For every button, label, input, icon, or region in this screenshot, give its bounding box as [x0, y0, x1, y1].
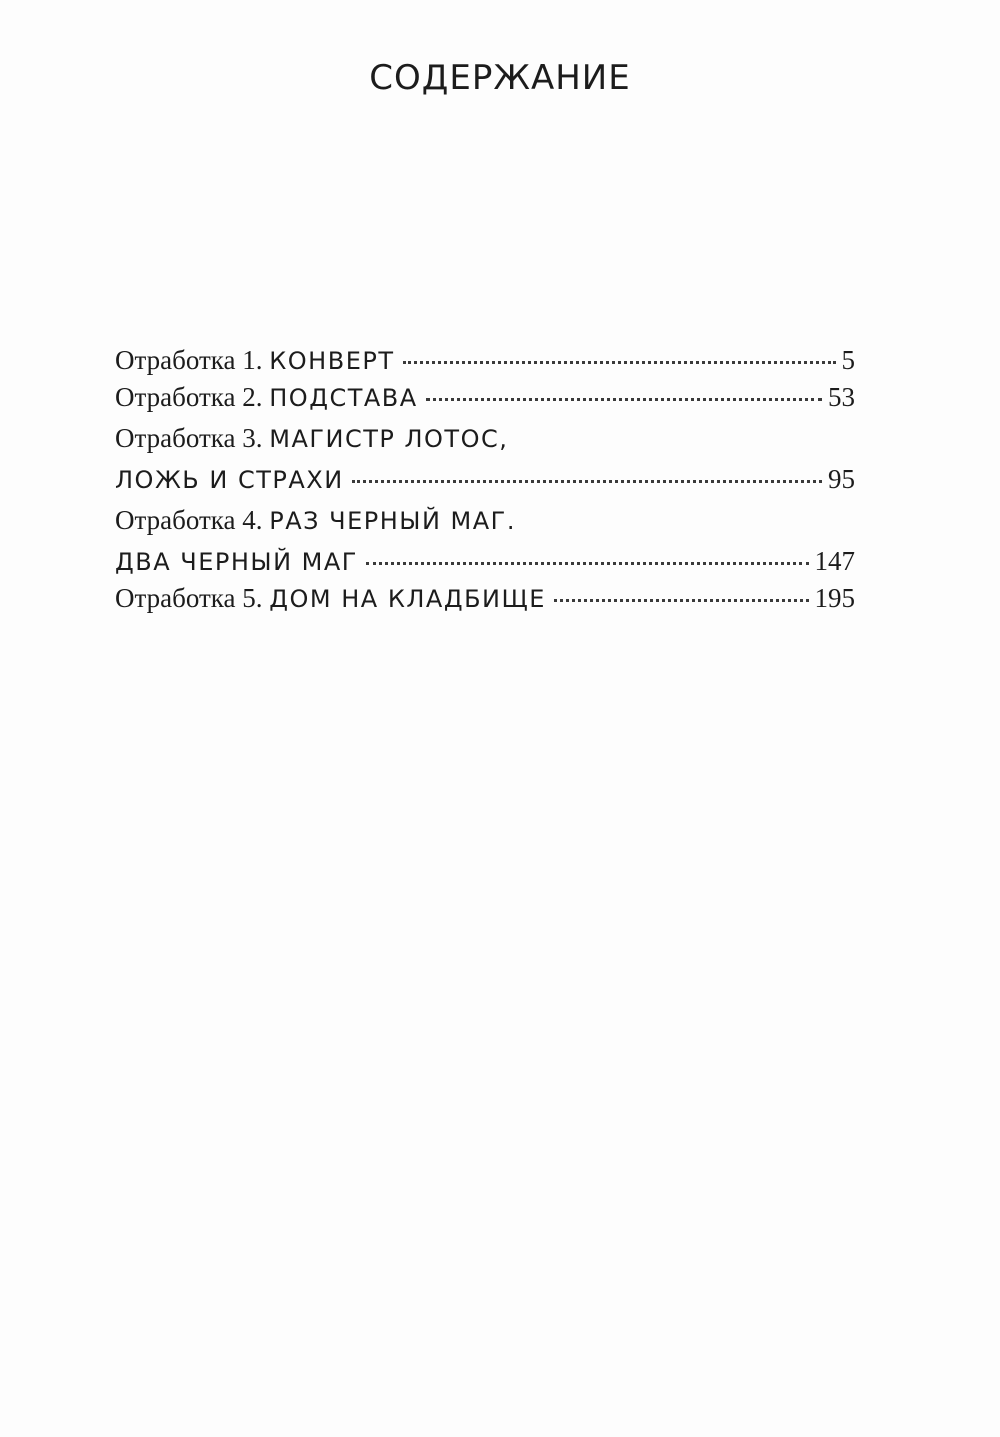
toc-label — [115, 342, 395, 380]
dot-leader — [352, 480, 822, 483]
chapter-prefix: Отработка 5. — [115, 583, 263, 613]
toc-entry-3[interactable] — [115, 416, 855, 498]
toc-line — [115, 580, 855, 617]
toc-line — [115, 342, 855, 379]
chapter-prefix: Отработка 2. — [115, 382, 263, 412]
toc-line — [115, 379, 855, 416]
chapter-prefix: Отработка 1. — [115, 345, 263, 375]
toc-entry-1[interactable] — [115, 342, 855, 379]
chapter-name: ДОМ НА КЛАДБИЩЕ — [269, 585, 546, 613]
toc-line — [115, 416, 855, 461]
page-number: 147 — [814, 546, 855, 576]
dot-leader — [403, 361, 836, 364]
chapter-prefix: Отработка 3. — [115, 423, 263, 453]
table-of-contents — [115, 342, 855, 617]
chapter-name: РАЗ ЧЕРНЫЙ МАГ. — [269, 507, 516, 535]
chapter-name: ПОДСТАВА — [269, 384, 418, 412]
chapter-prefix: Отработка 4. — [115, 505, 263, 535]
toc-label — [115, 580, 546, 618]
dot-leader — [366, 562, 809, 565]
toc-label — [115, 543, 358, 581]
toc-label — [115, 498, 516, 544]
chapter-name: МАГИСТР ЛОТОС, — [269, 425, 509, 453]
page-number: 195 — [814, 583, 855, 613]
toc-label — [115, 416, 508, 462]
chapter-name: КОНВЕРТ — [269, 347, 395, 375]
toc-entry-2[interactable] — [115, 379, 855, 416]
toc-entry-5[interactable] — [115, 580, 855, 617]
chapter-name-continued: ЛОЖЬ И СТРАХИ — [115, 466, 344, 494]
page-number: 95 — [828, 464, 855, 494]
page-number: 5 — [841, 345, 855, 375]
toc-entry-4[interactable] — [115, 498, 855, 580]
page-number: 53 — [828, 382, 855, 412]
dot-leader — [554, 599, 809, 602]
toc-line — [115, 543, 855, 580]
chapter-name-continued: ДВА ЧЕРНЫЙ МАГ — [115, 548, 358, 576]
toc-label — [115, 379, 418, 417]
toc-line — [115, 498, 855, 543]
dot-leader — [426, 398, 822, 401]
page-title: СОДЕРЖАНИЕ — [369, 58, 631, 98]
toc-line — [115, 461, 855, 498]
toc-label — [115, 461, 344, 499]
